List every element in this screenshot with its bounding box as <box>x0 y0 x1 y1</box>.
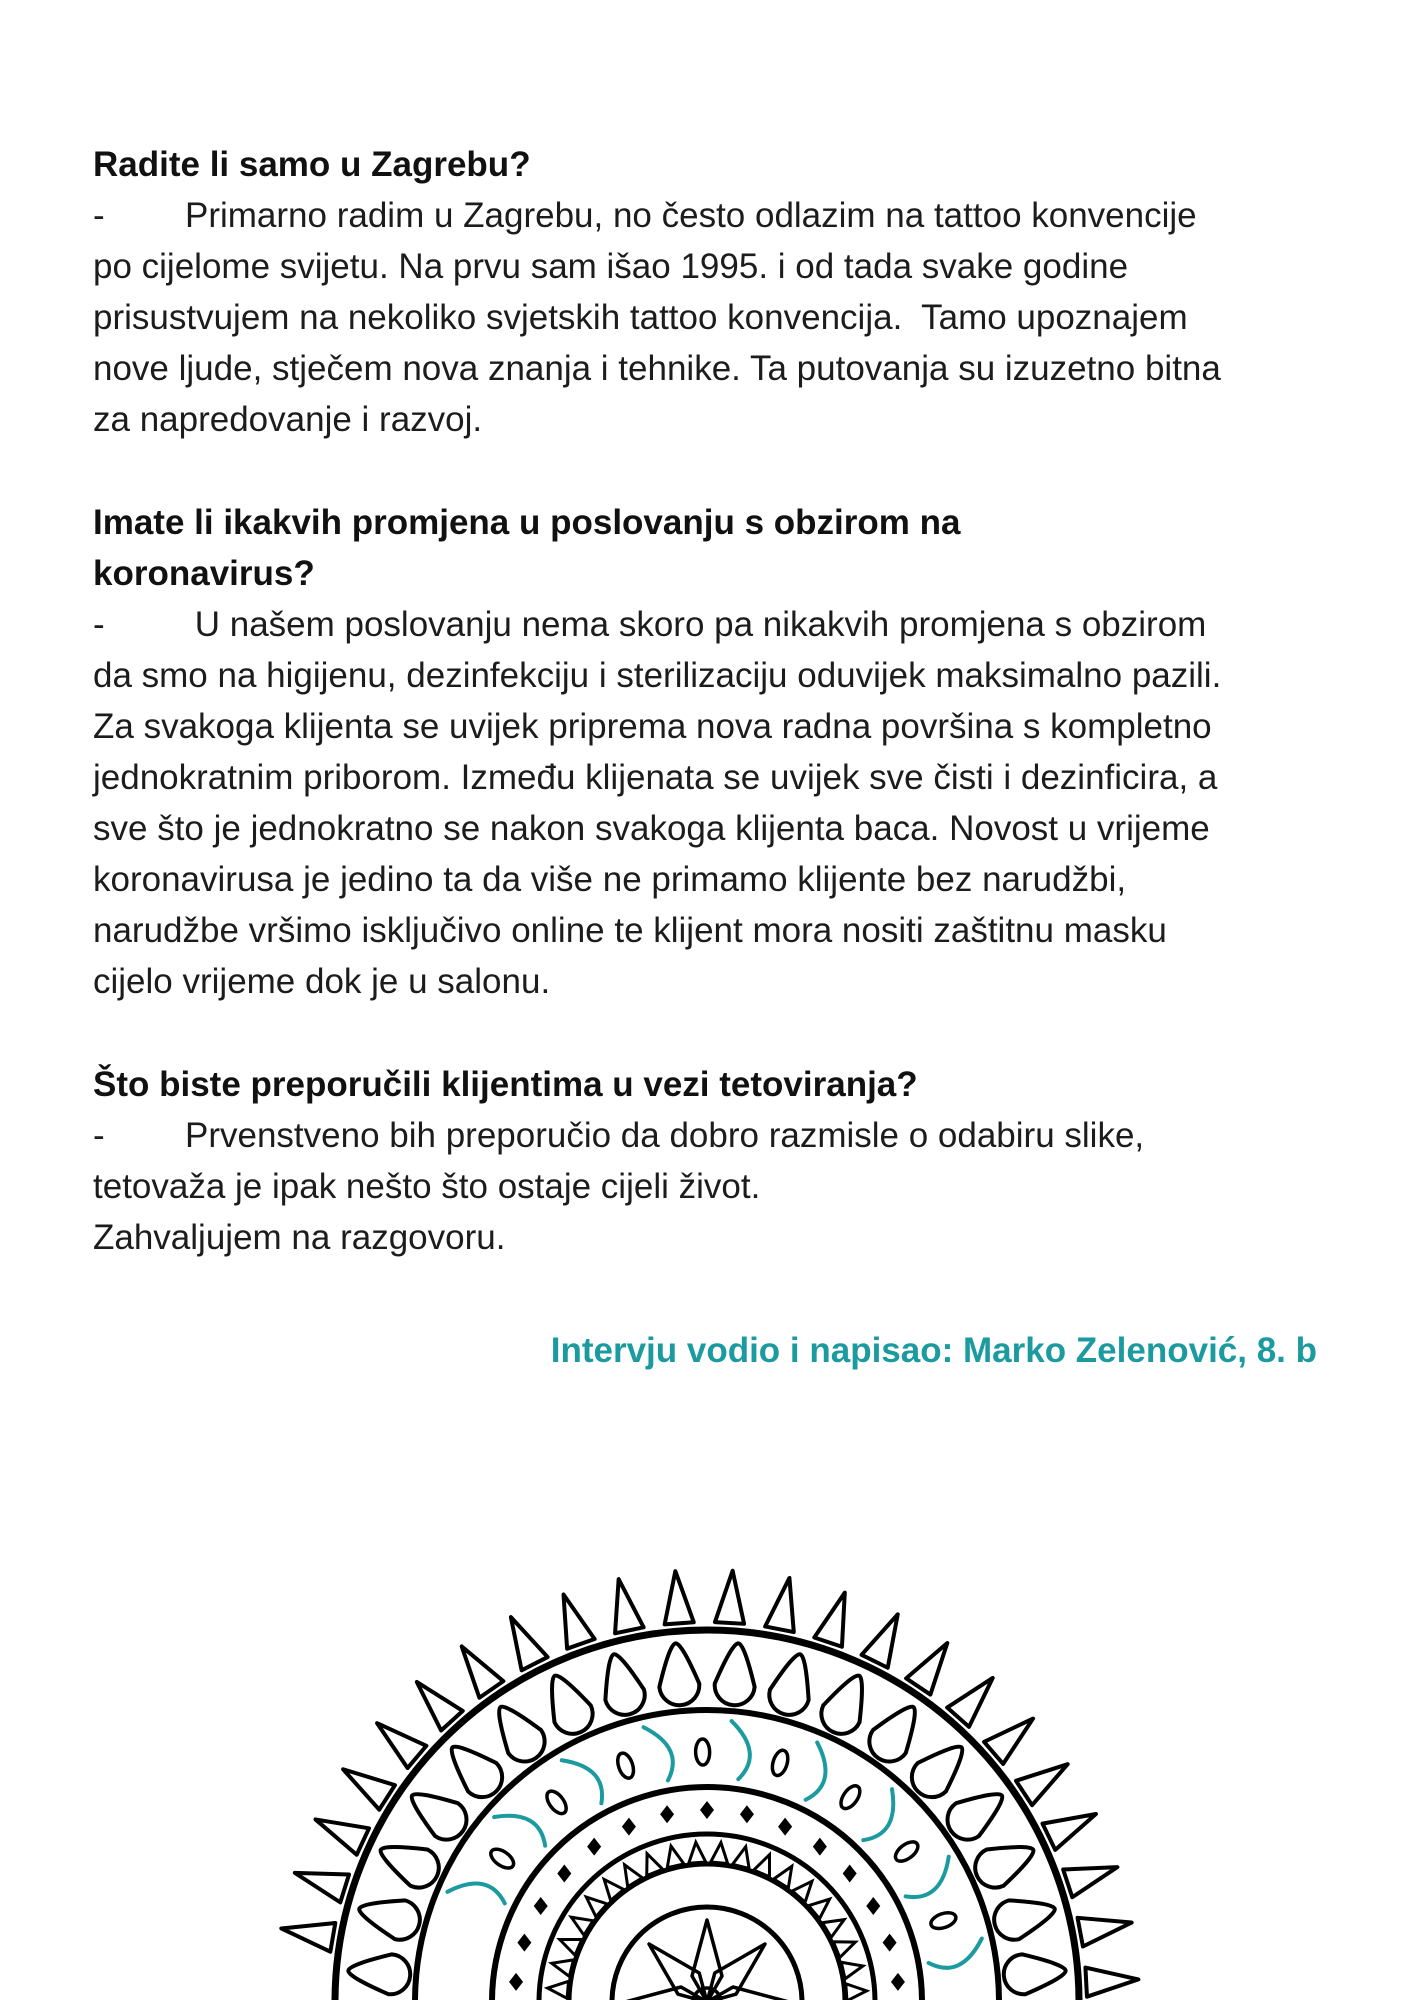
answer-line: - Primarno radim u Zagrebu, no često odlazim na tattoo konvencije <box>93 190 1338 241</box>
answer-line: nove ljude, stječem nova znanja i tehnike. Ta putovanja su izuzetno bitna <box>93 349 1221 388</box>
question-heading: Imate li ikakvih promjena u poslovanju s obzirom na <box>93 503 961 542</box>
answer-line: Za svakoga klijenta se uvijek priprema nova radna površina s kompletno <box>93 707 1212 746</box>
answer-line: cijelo vrijeme dok je u salonu. <box>93 962 551 1001</box>
list-dash: - <box>93 1116 105 1155</box>
answer-line: koronavirusa je jedino ta da više ne primamo klijente bez narudžbi, <box>93 860 1127 899</box>
answer-line: prisustvujem na nekoliko svjetskih tattoo konvencija. Tamo upoznajem <box>93 298 1188 337</box>
answer-line: za napredovanje i razvoj. <box>93 400 483 439</box>
author-byline: Intervju vodio i napisao: Marko Zelenović, 8. b <box>550 1331 1317 1370</box>
qa-section-coronavirus <box>93 497 1338 1007</box>
list-dash: - <box>93 196 105 235</box>
answer-line: po cijelome svijetu. Na prvu sam išao 1995. i od tada svake godine <box>93 247 1129 286</box>
answer-line: da smo na higijenu, dezinfekciju i sterilizaciju oduvijek maksimalno pazili. <box>93 656 1222 695</box>
interview-content <box>93 139 1338 1315</box>
answer-line: Zahvaljujem na razgovoru. <box>93 1218 506 1257</box>
answer-line: jednokratnim priborom. Između klijenata se uvijek sve čisti i dezinficira, a <box>93 758 1218 797</box>
mandala-rings <box>281 1571 1138 2000</box>
answer-line: tetovaža je ipak nešto što ostaje cijeli život. <box>93 1167 761 1206</box>
qa-section-location <box>93 139 1338 445</box>
answer-line: sve što je jednokratno se nakon svakoga klijenta baca. Novost u vrijeme <box>93 809 1210 848</box>
list-dash: - <box>93 605 105 644</box>
question-heading: Radite li samo u Zagrebu? <box>93 145 531 184</box>
answer-line: - Prvenstveno bih preporučio da dobro razmisle o odabiru slike, <box>93 1110 1338 1161</box>
qa-section-recommendation <box>93 1059 1338 1263</box>
answer-line: narudžbe vršimo isključivo online te klijent mora nositi zaštitnu masku <box>93 911 1167 950</box>
question-heading: Što biste preporučili klijentima u vezi tetoviranja? <box>93 1065 918 1104</box>
question-heading: koronavirus? <box>93 554 315 593</box>
mandala-illustration <box>0 1470 1414 2000</box>
answer-line: - U našem poslovanju nema skoro pa nikakvih promjena s obzirom <box>93 599 1338 650</box>
